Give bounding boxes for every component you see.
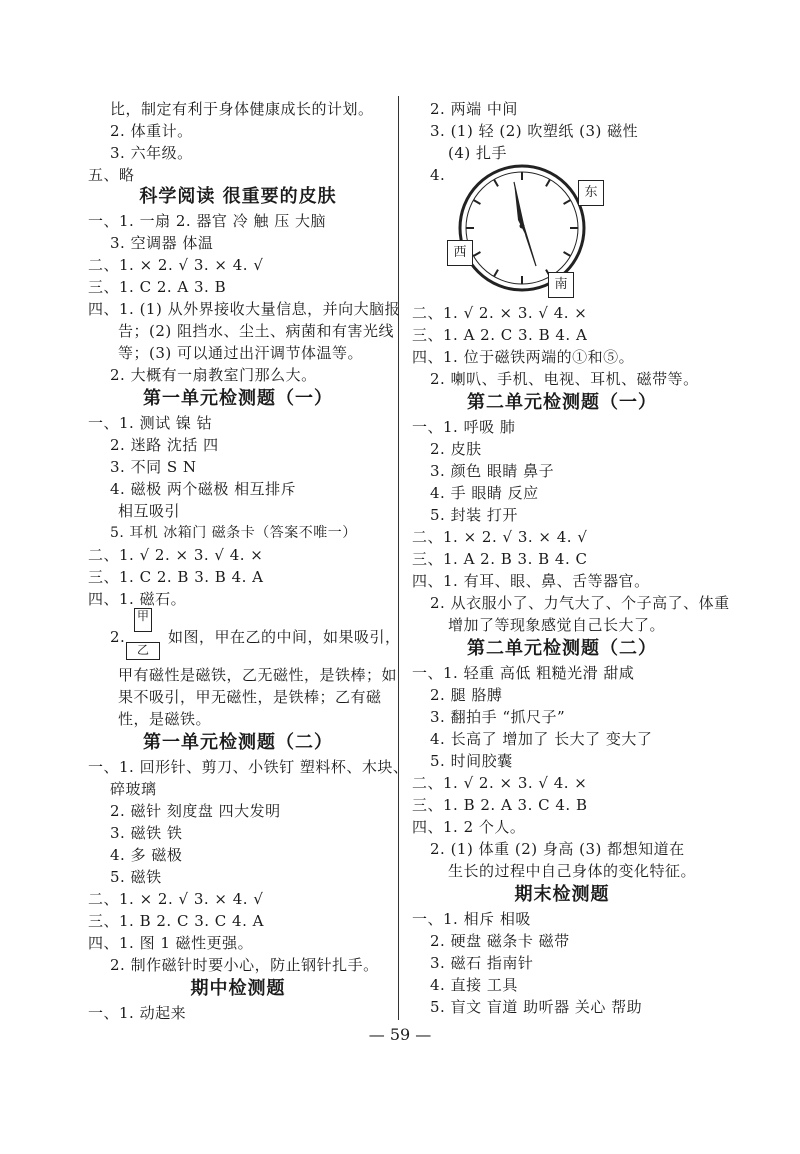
answer-line: 4. 手 眼睛 反应 <box>430 484 539 502</box>
answer-line: 5. 封装 打开 <box>430 506 518 524</box>
answer-line: 增加了等现象感觉自己长大了。 <box>448 616 666 634</box>
answer-line: 3. 磁铁 铁 <box>110 824 183 842</box>
section-heading: 第二单元检测题（一） <box>467 392 657 413</box>
answer-line: 2. 腿 胳膊 <box>430 686 503 704</box>
page-number: — 59 — <box>368 1025 432 1044</box>
answer-line: 果不吸引，甲无磁性，是铁棒；乙有磁 <box>118 688 382 706</box>
answer-line: 如图，甲在乙的中间，如果吸引， <box>168 628 401 646</box>
answer-line: 3. 颜色 眼睛 鼻子 <box>430 462 555 480</box>
south-label: 南 <box>554 277 568 292</box>
section-heading: 科学阅读 很重要的皮肤 <box>139 186 337 207</box>
answer-line: 性，是磁铁。 <box>118 710 212 728</box>
answer-line: 二、1. √ 2. × 3. √ 4. × <box>88 546 264 564</box>
compass-tick <box>474 252 481 256</box>
answer-line: 一、1. 动起来 <box>88 1004 187 1022</box>
answer-line: 碎玻璃 <box>110 780 157 798</box>
answer-line: (4) 扎手 <box>448 144 508 162</box>
answer-line: 一、1. 回形针、剪刀、小铁钉 塑料杯、木块、 <box>88 758 409 776</box>
answer-line: 三、1. C 2. A 3. B <box>88 278 227 296</box>
answer-line: 四、1. 磁石。 <box>88 590 187 608</box>
section-heading: 第二单元检测题（二） <box>467 638 657 659</box>
rod-jia <box>134 608 152 632</box>
compass-tick <box>564 252 571 256</box>
answer-line: 相互吸引 <box>118 502 181 520</box>
answer-line: 2. 迷路 沈括 四 <box>110 436 219 454</box>
answer-line: 2. <box>110 628 126 646</box>
answer-line: 一、1. 轻重 高低 粗糙光滑 甜咸 <box>412 664 635 682</box>
answer-line: 一、1. 一扇 2. 器官 冷 触 压 大脑 <box>88 212 327 230</box>
compass-label-east <box>578 180 604 206</box>
compass-tick <box>494 180 498 187</box>
answer-line: 四、1. 图 1 磁性更强。 <box>88 934 254 952</box>
answer-line: 生长的过程中自己身体的变化特征。 <box>448 862 697 880</box>
west-label: 西 <box>453 245 467 260</box>
answer-line: 告；(2) 阻挡水、尘土、病菌和有害光线 <box>118 322 395 340</box>
answer-line: 2. 从衣服小了、力气大了、个子高了、体重 <box>430 594 730 612</box>
answer-line: 5. 耳机 冰箱门 磁条卡（答案不唯一） <box>110 525 357 541</box>
answer-line: 2. 大概有一扇教室门那么大。 <box>110 366 317 384</box>
answer-line: 4. 多 磁极 <box>110 846 183 864</box>
section-heading: 第一单元检测题（二） <box>143 732 333 753</box>
answer-line: 3. 翻拍手 “抓尺子” <box>430 708 566 726</box>
answer-line: 五、略 <box>88 166 135 184</box>
compass-tick <box>564 200 571 204</box>
column-divider <box>398 96 399 1020</box>
section-heading: 期末检测题 <box>514 884 610 905</box>
answer-line: 5. 时间胶囊 <box>430 752 513 770</box>
answer-line: 4. 长高了 增加了 长大了 变大了 <box>430 730 653 748</box>
answer-line: 3. (1) 轻 (2) 吹塑纸 (3) 磁性 <box>430 122 639 140</box>
answer-line: 一、1. 相斥 相吸 <box>412 910 531 928</box>
answer-line: 5. 磁铁 <box>110 868 162 886</box>
answer-line: 二、1. √ 2. × 3. √ 4. × <box>412 304 588 322</box>
compass-tick <box>474 200 481 204</box>
answer-line: 二、1. × 2. √ 3. × 4. √ <box>88 890 264 908</box>
answer-line: 4. 磁极 两个磁极 相互排斥 <box>110 480 297 498</box>
answer-line: 4. 直接 工具 <box>430 976 518 994</box>
answer-line: 2. (1) 体重 (2) 身高 (3) 都想知道在 <box>430 840 685 858</box>
answer-line: 三、1. C 2. B 3. B 4. A <box>88 568 264 586</box>
answer-line: 三、1. B 2. A 3. C 4. B <box>412 796 588 814</box>
answer-line: 2. 体重计。 <box>110 122 193 140</box>
compass-label-west <box>447 240 473 266</box>
answer-line: 2. 制作磁针时要小心，防止钢针扎手。 <box>110 956 379 974</box>
answer-line: 一、1. 呼吸 肺 <box>412 418 516 436</box>
answer-line: 2. 硬盘 磁条卡 磁带 <box>430 932 570 950</box>
rod-yi-label: 乙 <box>136 643 149 657</box>
answer-line: 四、1. 有耳、眼、鼻、舌等器官。 <box>412 572 650 590</box>
east-label: 东 <box>584 185 598 200</box>
compass-label-south <box>548 272 574 298</box>
section-heading: 期中检测题 <box>190 978 286 999</box>
answer-line: 2. 磁针 刻度盘 四大发明 <box>110 802 281 820</box>
answer-line: 等；(3) 可以通过出汗调节体温等。 <box>118 344 364 362</box>
answer-line: 三、1. A 2. C 3. B 4. A <box>412 326 588 344</box>
answer-line: 四、1. 2 个人。 <box>412 818 526 836</box>
answer-line: 一、1. 测试 镍 钴 <box>88 414 213 432</box>
section-heading: 第一单元检测题（一） <box>143 388 333 409</box>
answer-line: 2. 喇叭、手机、电视、耳机、磁带等。 <box>430 370 699 388</box>
rod-yi <box>126 642 160 660</box>
answer-line: 3. 磁石 指南针 <box>430 954 534 972</box>
answer-line: 3. 不同 S N <box>110 458 197 476</box>
answer-line: 三、1. A 2. B 3. B 4. C <box>412 550 588 568</box>
answer-line: 三、1. B 2. C 3. C 4. A <box>88 912 264 930</box>
answer-line: 甲有磁性是磁铁，乙无磁性，是铁棒；如 <box>118 666 398 684</box>
answer-line: 比，制定有利于身体健康成长的计划。 <box>110 100 374 118</box>
answer-line: 3. 空调器 体温 <box>110 234 214 252</box>
answer-line: 2. 皮肤 <box>430 440 482 458</box>
answer-line: 二、1. √ 2. × 3. √ 4. × <box>412 774 588 792</box>
answer-line: 5. 盲文 盲道 助听器 关心 帮助 <box>430 998 643 1016</box>
answer-line: 四、1. 位于磁铁两端的①和⑤。 <box>412 348 635 366</box>
answer-line: 3. 六年级。 <box>110 144 193 162</box>
compass-needle-south <box>514 182 536 266</box>
answer-line: 4. <box>430 166 446 184</box>
rod-jia-label: 甲 <box>136 609 149 623</box>
answer-line: 二、1. × 2. √ 3. × 4. √ <box>88 256 264 274</box>
answer-line: 二、1. × 2. √ 3. × 4. √ <box>412 528 588 546</box>
answer-line: 2. 两端 中间 <box>430 100 518 118</box>
compass-tick <box>494 270 498 277</box>
answer-line: 四、1. (1) 从外界接收大量信息，并向大脑报 <box>88 300 401 318</box>
compass-tick <box>546 180 550 187</box>
compass-pivot <box>520 224 525 229</box>
